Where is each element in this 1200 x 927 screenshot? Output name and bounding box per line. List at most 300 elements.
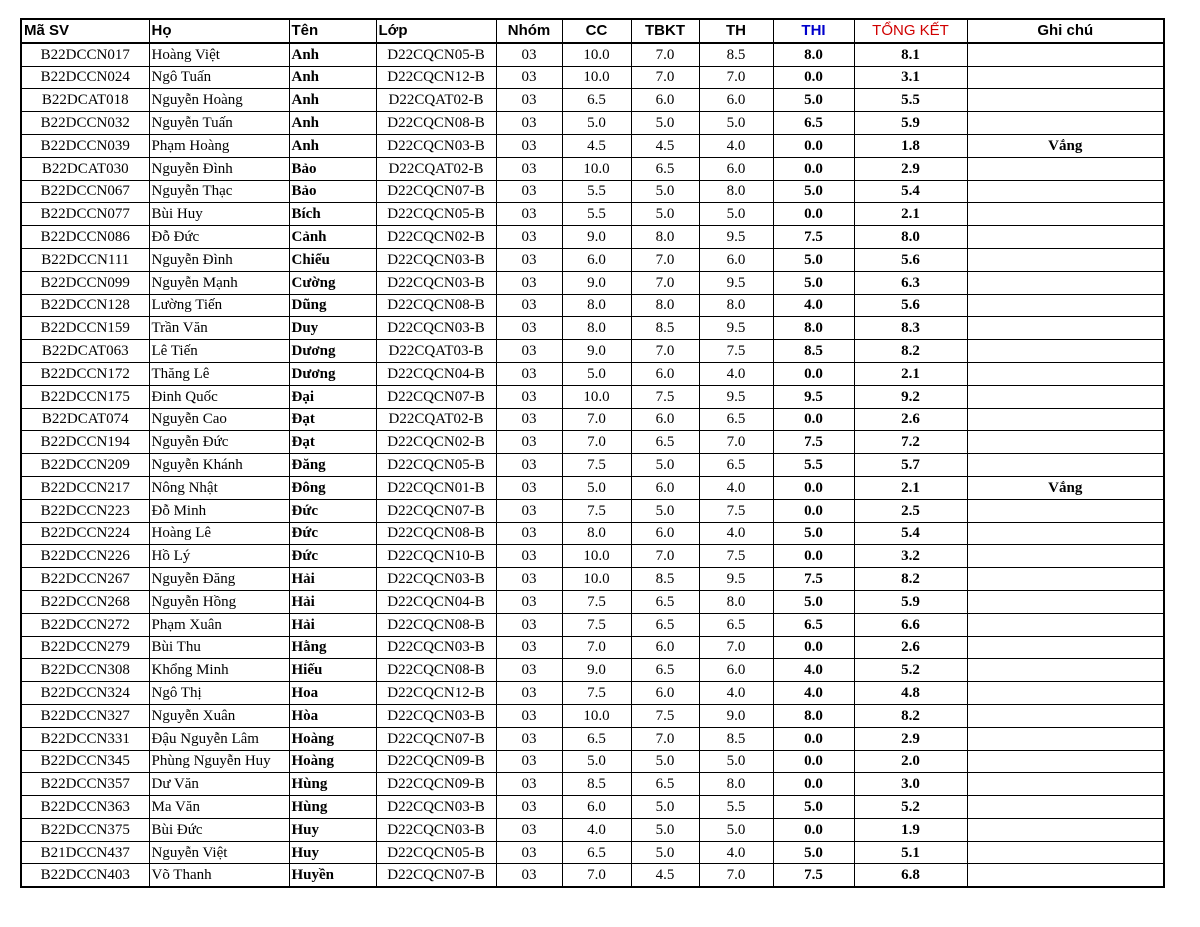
cell-tong-ket: 8.3 (854, 317, 967, 340)
cell-ten: Anh (289, 112, 376, 135)
cell-th: 5.0 (699, 750, 773, 773)
cell-lop: D22CQCN05-B (376, 841, 496, 864)
cell-cc: 7.0 (562, 636, 631, 659)
cell-lop: D22CQCN12-B (376, 66, 496, 89)
cell-tong-ket: 6.6 (854, 613, 967, 636)
cell-th: 7.0 (699, 864, 773, 887)
cell-nhom: 03 (496, 89, 562, 112)
cell-ho: Đỗ Minh (149, 499, 289, 522)
cell-ten: Huy (289, 841, 376, 864)
cell-tong-ket: 5.9 (854, 590, 967, 613)
cell-nhom: 03 (496, 568, 562, 591)
cell-tong-ket: 1.8 (854, 134, 967, 157)
cell-tbkt: 5.0 (631, 180, 699, 203)
table-row (21, 476, 1164, 499)
cell-tong-ket: 2.1 (854, 476, 967, 499)
cell-ma-sv: B21DCCN437 (21, 841, 149, 864)
cell-ma-sv: B22DCCN017 (21, 43, 149, 66)
table-row (21, 294, 1164, 317)
cell-ten: Hoa (289, 682, 376, 705)
cell-tong-ket: 6.3 (854, 271, 967, 294)
header-ma-sv: Mã SV (21, 19, 149, 43)
cell-ma-sv: B22DCCN375 (21, 818, 149, 841)
cell-cc: 6.0 (562, 248, 631, 271)
cell-thi: 5.0 (773, 248, 854, 271)
cell-lop: D22CQCN03-B (376, 248, 496, 271)
cell-tbkt: 4.5 (631, 864, 699, 887)
header-ghi-chu: Ghi chú (967, 19, 1164, 43)
cell-ghi-chu (967, 682, 1164, 705)
cell-ho: Thăng Lê (149, 362, 289, 385)
header-ten: Tên (289, 19, 376, 43)
cell-tong-ket: 4.8 (854, 682, 967, 705)
cell-lop: D22CQCN02-B (376, 226, 496, 249)
cell-cc: 5.0 (562, 476, 631, 499)
cell-ghi-chu (967, 112, 1164, 135)
cell-ten: Anh (289, 66, 376, 89)
cell-ho: Nguyễn Thạc (149, 180, 289, 203)
cell-cc: 5.5 (562, 180, 631, 203)
cell-ten: Anh (289, 134, 376, 157)
cell-nhom: 03 (496, 408, 562, 431)
cell-th: 9.5 (699, 568, 773, 591)
cell-tong-ket: 3.0 (854, 773, 967, 796)
cell-ma-sv: B22DCCN226 (21, 545, 149, 568)
cell-ho: Phùng Nguyễn Huy (149, 750, 289, 773)
cell-ma-sv: B22DCCN363 (21, 796, 149, 819)
cell-nhom: 03 (496, 613, 562, 636)
cell-ghi-chu: Vắng (967, 134, 1164, 157)
cell-cc: 10.0 (562, 66, 631, 89)
cell-thi: 0.0 (773, 636, 854, 659)
cell-ma-sv: B22DCCN403 (21, 864, 149, 887)
cell-tbkt: 8.5 (631, 568, 699, 591)
cell-thi: 5.0 (773, 841, 854, 864)
cell-lop: D22CQCN08-B (376, 522, 496, 545)
cell-nhom: 03 (496, 134, 562, 157)
cell-ghi-chu (967, 43, 1164, 66)
cell-ma-sv: B22DCCN345 (21, 750, 149, 773)
cell-tbkt: 8.5 (631, 317, 699, 340)
cell-lop: D22CQCN05-B (376, 43, 496, 66)
cell-ghi-chu (967, 499, 1164, 522)
table-row (21, 796, 1164, 819)
grades-table (20, 18, 1165, 888)
table-row (21, 590, 1164, 613)
table-row (21, 499, 1164, 522)
cell-thi: 5.0 (773, 522, 854, 545)
cell-lop: D22CQCN08-B (376, 659, 496, 682)
cell-ho: Lường Tiến (149, 294, 289, 317)
cell-ghi-chu (967, 613, 1164, 636)
cell-lop: D22CQCN05-B (376, 203, 496, 226)
cell-ho: Hồ Lý (149, 545, 289, 568)
table-row (21, 248, 1164, 271)
cell-ghi-chu (967, 408, 1164, 431)
cell-cc: 10.0 (562, 545, 631, 568)
cell-tong-ket: 2.9 (854, 157, 967, 180)
cell-nhom: 03 (496, 773, 562, 796)
cell-ten: Đại (289, 385, 376, 408)
cell-ten: Bích (289, 203, 376, 226)
cell-nhom: 03 (496, 340, 562, 363)
table-row (21, 636, 1164, 659)
cell-ghi-chu (967, 203, 1164, 226)
cell-lop: D22CQCN04-B (376, 590, 496, 613)
cell-tbkt: 7.0 (631, 545, 699, 568)
cell-tbkt: 7.5 (631, 385, 699, 408)
cell-tong-ket: 5.2 (854, 796, 967, 819)
cell-ghi-chu (967, 590, 1164, 613)
cell-th: 7.0 (699, 636, 773, 659)
table-row (21, 773, 1164, 796)
cell-th: 9.5 (699, 271, 773, 294)
cell-tbkt: 7.0 (631, 271, 699, 294)
cell-nhom: 03 (496, 522, 562, 545)
cell-lop: D22CQAT03-B (376, 340, 496, 363)
cell-cc: 10.0 (562, 385, 631, 408)
cell-cc: 7.0 (562, 431, 631, 454)
cell-cc: 8.0 (562, 294, 631, 317)
cell-tbkt: 6.0 (631, 408, 699, 431)
cell-ghi-chu (967, 226, 1164, 249)
cell-tbkt: 6.5 (631, 431, 699, 454)
cell-ma-sv: B22DCCN324 (21, 682, 149, 705)
cell-ma-sv: B22DCCN175 (21, 385, 149, 408)
cell-lop: D22CQCN08-B (376, 294, 496, 317)
cell-thi: 0.0 (773, 773, 854, 796)
header-cc: CC (562, 19, 631, 43)
cell-ghi-chu (967, 522, 1164, 545)
cell-tong-ket: 5.4 (854, 522, 967, 545)
cell-ma-sv: B22DCCN159 (21, 317, 149, 340)
cell-nhom: 03 (496, 431, 562, 454)
cell-ten: Hùng (289, 773, 376, 796)
cell-th: 5.0 (699, 203, 773, 226)
cell-ma-sv: B22DCCN024 (21, 66, 149, 89)
cell-nhom: 03 (496, 727, 562, 750)
cell-cc: 7.5 (562, 454, 631, 477)
cell-th: 6.0 (699, 89, 773, 112)
cell-cc: 6.5 (562, 89, 631, 112)
table-row (21, 157, 1164, 180)
cell-lop: D22CQCN07-B (376, 864, 496, 887)
cell-ten: Đăng (289, 454, 376, 477)
cell-lop: D22CQCN07-B (376, 727, 496, 750)
cell-th: 7.0 (699, 66, 773, 89)
cell-ghi-chu (967, 317, 1164, 340)
cell-thi: 8.0 (773, 317, 854, 340)
header-thi: THI (773, 19, 854, 43)
cell-thi: 9.5 (773, 385, 854, 408)
cell-ten: Anh (289, 43, 376, 66)
cell-ho: Nguyễn Đăng (149, 568, 289, 591)
cell-ma-sv: B22DCCN111 (21, 248, 149, 271)
cell-tbkt: 6.0 (631, 362, 699, 385)
cell-tbkt: 8.0 (631, 294, 699, 317)
cell-lop: D22CQCN10-B (376, 545, 496, 568)
cell-cc: 9.0 (562, 271, 631, 294)
table-row (21, 180, 1164, 203)
cell-tbkt: 5.0 (631, 112, 699, 135)
cell-tong-ket: 3.1 (854, 66, 967, 89)
cell-cc: 6.5 (562, 841, 631, 864)
cell-ten: Dũng (289, 294, 376, 317)
cell-th: 8.0 (699, 180, 773, 203)
cell-th: 4.0 (699, 522, 773, 545)
cell-thi: 5.0 (773, 590, 854, 613)
cell-thi: 4.0 (773, 294, 854, 317)
cell-lop: D22CQCN03-B (376, 271, 496, 294)
cell-tong-ket: 5.9 (854, 112, 967, 135)
cell-tong-ket: 9.2 (854, 385, 967, 408)
cell-ma-sv: B22DCCN217 (21, 476, 149, 499)
cell-cc: 10.0 (562, 43, 631, 66)
cell-ho: Hoàng Việt (149, 43, 289, 66)
cell-thi: 7.5 (773, 226, 854, 249)
table-row (21, 568, 1164, 591)
cell-cc: 5.0 (562, 362, 631, 385)
cell-th: 8.0 (699, 590, 773, 613)
cell-nhom: 03 (496, 362, 562, 385)
cell-nhom: 03 (496, 704, 562, 727)
cell-ma-sv: B22DCCN039 (21, 134, 149, 157)
cell-tbkt: 5.0 (631, 841, 699, 864)
cell-ho: Ngô Tuấn (149, 66, 289, 89)
cell-lop: D22CQCN03-B (376, 317, 496, 340)
cell-ho: Nguyễn Hồng (149, 590, 289, 613)
cell-nhom: 03 (496, 248, 562, 271)
cell-thi: 6.5 (773, 112, 854, 135)
cell-tong-ket: 5.6 (854, 294, 967, 317)
cell-ma-sv: B22DCCN067 (21, 180, 149, 203)
cell-th: 9.5 (699, 385, 773, 408)
cell-th: 7.5 (699, 499, 773, 522)
cell-ten: Hải (289, 590, 376, 613)
cell-ghi-chu (967, 864, 1164, 887)
cell-ten: Chiểu (289, 248, 376, 271)
cell-nhom: 03 (496, 157, 562, 180)
cell-nhom: 03 (496, 317, 562, 340)
cell-tong-ket: 5.1 (854, 841, 967, 864)
cell-ma-sv: B22DCCN272 (21, 613, 149, 636)
cell-th: 6.5 (699, 408, 773, 431)
cell-ten: Bảo (289, 180, 376, 203)
cell-ho: Nguyễn Mạnh (149, 271, 289, 294)
table-header (21, 19, 1164, 43)
cell-tbkt: 7.0 (631, 248, 699, 271)
cell-cc: 8.5 (562, 773, 631, 796)
cell-ten: Dương (289, 362, 376, 385)
cell-tong-ket: 2.6 (854, 408, 967, 431)
cell-nhom: 03 (496, 796, 562, 819)
cell-ten: Duy (289, 317, 376, 340)
cell-ten: Anh (289, 89, 376, 112)
table-row (21, 750, 1164, 773)
cell-tbkt: 8.0 (631, 226, 699, 249)
cell-nhom: 03 (496, 66, 562, 89)
cell-nhom: 03 (496, 636, 562, 659)
cell-ghi-chu (967, 271, 1164, 294)
table-row (21, 408, 1164, 431)
cell-cc: 7.5 (562, 613, 631, 636)
cell-nhom: 03 (496, 43, 562, 66)
cell-ho: Ma Văn (149, 796, 289, 819)
cell-ho: Phạm Xuân (149, 613, 289, 636)
cell-tong-ket: 6.8 (854, 864, 967, 887)
cell-th: 4.0 (699, 841, 773, 864)
cell-tbkt: 6.0 (631, 636, 699, 659)
table-row (21, 522, 1164, 545)
cell-tbkt: 5.0 (631, 499, 699, 522)
cell-nhom: 03 (496, 271, 562, 294)
cell-ten: Cảnh (289, 226, 376, 249)
cell-tbkt: 6.5 (631, 613, 699, 636)
cell-ten: Hoàng (289, 750, 376, 773)
cell-th: 4.0 (699, 362, 773, 385)
cell-ghi-chu (967, 750, 1164, 773)
cell-ma-sv: B22DCCN099 (21, 271, 149, 294)
table-row (21, 66, 1164, 89)
cell-th: 8.5 (699, 43, 773, 66)
cell-thi: 5.0 (773, 271, 854, 294)
cell-ho: Nguyễn Tuấn (149, 112, 289, 135)
cell-th: 6.0 (699, 248, 773, 271)
cell-th: 6.5 (699, 454, 773, 477)
cell-ma-sv: B22DCAT018 (21, 89, 149, 112)
cell-tbkt: 7.0 (631, 340, 699, 363)
cell-thi: 0.0 (773, 157, 854, 180)
cell-ma-sv: B22DCCN128 (21, 294, 149, 317)
cell-thi: 0.0 (773, 408, 854, 431)
cell-th: 8.0 (699, 773, 773, 796)
cell-thi: 5.5 (773, 454, 854, 477)
cell-ho: Hoàng Lê (149, 522, 289, 545)
cell-nhom: 03 (496, 864, 562, 887)
cell-ten: Đông (289, 476, 376, 499)
cell-nhom: 03 (496, 454, 562, 477)
cell-ma-sv: B22DCAT063 (21, 340, 149, 363)
table-row (21, 613, 1164, 636)
cell-tbkt: 6.5 (631, 157, 699, 180)
cell-thi: 7.5 (773, 568, 854, 591)
cell-ma-sv: B22DCCN172 (21, 362, 149, 385)
cell-ten: Dương (289, 340, 376, 363)
cell-tbkt: 5.0 (631, 454, 699, 477)
header-row (21, 19, 1164, 43)
cell-ghi-chu (967, 727, 1164, 750)
cell-th: 5.0 (699, 818, 773, 841)
cell-tbkt: 5.0 (631, 750, 699, 773)
table-body (21, 43, 1164, 887)
cell-ghi-chu (967, 568, 1164, 591)
cell-ghi-chu (967, 294, 1164, 317)
cell-thi: 5.0 (773, 796, 854, 819)
cell-lop: D22CQCN12-B (376, 682, 496, 705)
cell-tong-ket: 3.2 (854, 545, 967, 568)
table-row (21, 385, 1164, 408)
table-row (21, 271, 1164, 294)
cell-ten: Huyền (289, 864, 376, 887)
cell-ho: Đinh Quốc (149, 385, 289, 408)
cell-lop: D22CQAT02-B (376, 157, 496, 180)
cell-ghi-chu: Vắng (967, 476, 1164, 499)
cell-ho: Bùi Đức (149, 818, 289, 841)
cell-ho: Nguyễn Cao (149, 408, 289, 431)
cell-lop: D22CQAT02-B (376, 408, 496, 431)
cell-ma-sv: B22DCAT074 (21, 408, 149, 431)
cell-ma-sv: B22DCAT030 (21, 157, 149, 180)
cell-ghi-chu (967, 659, 1164, 682)
cell-lop: D22CQAT02-B (376, 89, 496, 112)
table-row (21, 134, 1164, 157)
table-row (21, 864, 1164, 887)
header-nhom: Nhóm (496, 19, 562, 43)
cell-ten: Bảo (289, 157, 376, 180)
cell-thi: 0.0 (773, 476, 854, 499)
cell-tong-ket: 8.1 (854, 43, 967, 66)
cell-tbkt: 6.5 (631, 659, 699, 682)
cell-cc: 10.0 (562, 568, 631, 591)
cell-th: 9.5 (699, 226, 773, 249)
cell-th: 9.0 (699, 704, 773, 727)
cell-ghi-chu (967, 796, 1164, 819)
cell-cc: 9.0 (562, 659, 631, 682)
cell-ma-sv: B22DCCN327 (21, 704, 149, 727)
cell-cc: 4.5 (562, 134, 631, 157)
cell-cc: 10.0 (562, 704, 631, 727)
cell-ho: Nguyễn Hoàng (149, 89, 289, 112)
cell-ghi-chu (967, 362, 1164, 385)
cell-nhom: 03 (496, 841, 562, 864)
table-row (21, 727, 1164, 750)
cell-ten: Cường (289, 271, 376, 294)
cell-thi: 4.0 (773, 659, 854, 682)
cell-ma-sv: B22DCCN077 (21, 203, 149, 226)
cell-tong-ket: 5.2 (854, 659, 967, 682)
cell-nhom: 03 (496, 180, 562, 203)
cell-ho: Ngô Thị (149, 682, 289, 705)
cell-cc: 5.5 (562, 203, 631, 226)
cell-lop: D22CQCN09-B (376, 773, 496, 796)
cell-thi: 5.0 (773, 89, 854, 112)
cell-tbkt: 7.0 (631, 43, 699, 66)
cell-ho: Phạm Hoàng (149, 134, 289, 157)
cell-tbkt: 6.0 (631, 522, 699, 545)
table-row (21, 43, 1164, 66)
cell-ma-sv: B22DCCN032 (21, 112, 149, 135)
table-row (21, 89, 1164, 112)
cell-ghi-chu (967, 704, 1164, 727)
cell-tong-ket: 2.0 (854, 750, 967, 773)
table-row (21, 704, 1164, 727)
cell-ho: Khổng Minh (149, 659, 289, 682)
cell-ten: Đạt (289, 408, 376, 431)
cell-lop: D22CQCN07-B (376, 385, 496, 408)
cell-ma-sv: B22DCCN209 (21, 454, 149, 477)
cell-tong-ket: 2.1 (854, 203, 967, 226)
table-row (21, 226, 1164, 249)
cell-thi: 0.0 (773, 499, 854, 522)
cell-lop: D22CQCN09-B (376, 750, 496, 773)
cell-lop: D22CQCN03-B (376, 704, 496, 727)
cell-cc: 7.0 (562, 408, 631, 431)
cell-ghi-chu (967, 454, 1164, 477)
cell-ghi-chu (967, 841, 1164, 864)
cell-nhom: 03 (496, 818, 562, 841)
cell-th: 5.5 (699, 796, 773, 819)
cell-tbkt: 6.0 (631, 682, 699, 705)
